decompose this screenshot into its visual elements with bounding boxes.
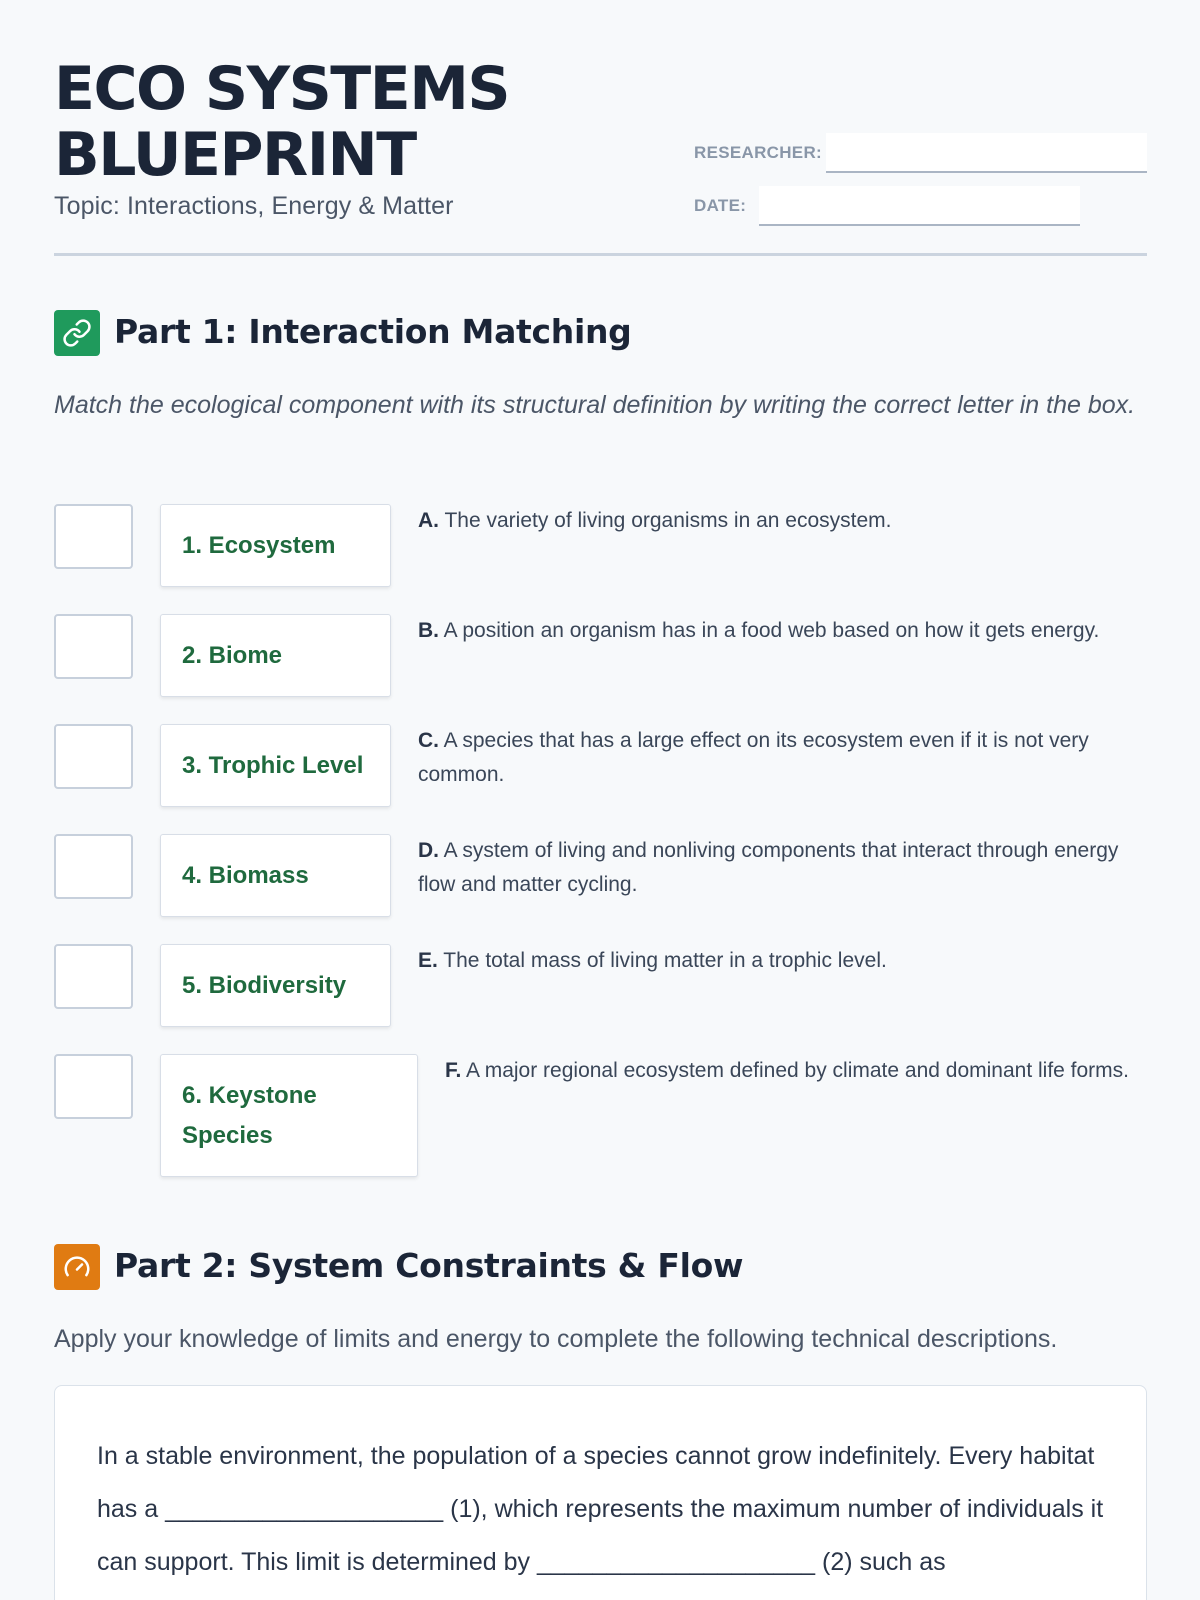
part1-instructions: Match the ecological component with its structural definition by writing the correct letter in the box.: [54, 391, 1136, 419]
definition-a: [418, 504, 1147, 538]
term-card-biodiversity: 5. Biodiversity: [160, 944, 391, 1027]
term-card-biomass: 4. Biomass: [160, 834, 391, 917]
definition-text: A position an organism has in a food web based on how it gets energy.: [439, 619, 1100, 642]
date-underline: [759, 224, 1080, 226]
part2-instructions: Apply your knowledge of limits and energy to complete the following technical descriptions.: [54, 1325, 1058, 1353]
definition-text: A species that has a large effect on its ecosystem even if it is not very common.: [418, 729, 1089, 786]
answer-box-6[interactable]: [54, 1054, 133, 1119]
date-label: DATE:: [694, 196, 747, 215]
answer-box-2[interactable]: [54, 614, 133, 679]
answer-box-4[interactable]: [54, 834, 133, 899]
term-card-ecosystem: 1. Ecosystem: [160, 504, 391, 587]
answer-box-3[interactable]: [54, 724, 133, 789]
fill-in-panel: [54, 1385, 1147, 1600]
definition-f: [445, 1054, 1147, 1088]
definition-letter: E.: [418, 949, 438, 972]
definition-text: The variety of living organisms in an ecosystem.: [439, 509, 892, 532]
researcher-underline: [826, 171, 1147, 173]
definition-text: A major regional ecosystem defined by climate and dominant life forms.: [461, 1059, 1130, 1082]
definition-letter: D.: [418, 839, 439, 862]
term-card-trophic-level: 3. Trophic Level: [160, 724, 391, 807]
definition-text: A system of living and nonliving components that interact through energy flow and matter cycling.: [418, 839, 1119, 896]
answer-box-5[interactable]: [54, 944, 133, 1009]
topic-subtitle: Topic: Interactions, Energy & Matter: [54, 192, 454, 220]
fill-in-paragraph: In a stable environment, the population of a species cannot grow indefinitely. Every habitat has a ____________________ (1), which represents the maximum number of individuals it can support. This limit is determined by ____________________ (2) such as: [97, 1442, 1104, 1576]
definition-e: [418, 944, 1147, 978]
definition-letter: A.: [418, 509, 439, 532]
researcher-label: RESEARCHER:: [694, 143, 822, 162]
definition-letter: F.: [445, 1059, 462, 1082]
term-card-keystone-species: 6. Keystone Species: [160, 1054, 418, 1177]
link-icon: [54, 310, 100, 356]
definition-text: The total mass of living matter in a trophic level.: [437, 949, 887, 972]
answer-box-1[interactable]: [54, 504, 133, 569]
definition-letter: B.: [418, 619, 439, 642]
definition-c: [418, 724, 1147, 792]
title-line-1: ECO SYSTEMS: [54, 54, 510, 124]
definition-b: [418, 614, 1147, 648]
researcher-field[interactable]: [826, 133, 1147, 171]
gauge-icon: [54, 1244, 100, 1290]
date-field[interactable]: [759, 186, 1080, 224]
title-line-2: BLUEPRINT: [54, 120, 416, 190]
part2-title: Part 2: System Constraints & Flow: [114, 1246, 744, 1285]
part1-title: Part 1: Interaction Matching: [114, 312, 632, 351]
definition-d: [418, 834, 1147, 902]
page-title: [54, 56, 694, 188]
definition-letter: C.: [418, 729, 439, 752]
header-divider: [54, 253, 1147, 256]
term-card-biome: 2. Biome: [160, 614, 391, 697]
